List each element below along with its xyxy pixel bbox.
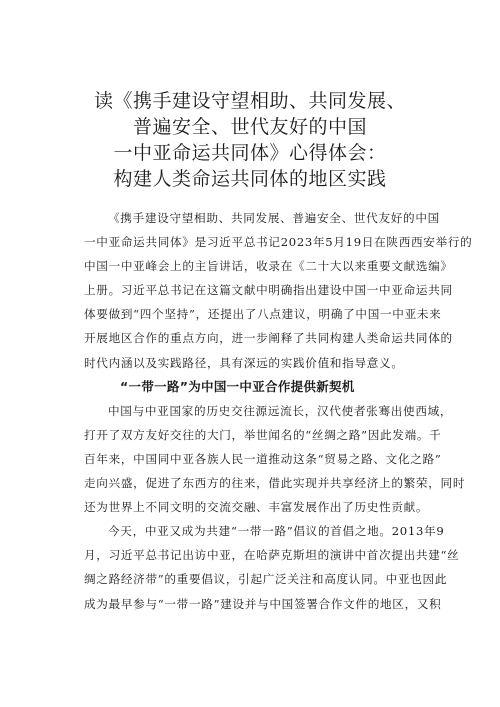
paragraph-line: 体要做到“四个坚持”，还提出了八点建议，明确了中国一中亚未来: [84, 307, 442, 322]
title-line: 普遍安全、世代友好的中国: [132, 116, 367, 138]
document-body: [84, 206, 473, 616]
paragraph-line: 中国与中亚国家的历史交往源远流长，汉代使者张骞出使西域，: [108, 403, 453, 418]
paragraph-line: 时代内涵以及实践路径，具有深远的实践价值和指导意义。: [84, 355, 404, 370]
belt-road-paragraph: [84, 519, 460, 615]
title-line: 一中亚命运共同体》心得体会：: [113, 142, 387, 164]
document-title: [60, 88, 440, 192]
paragraph-line: 百年来，中国同中亚各族人民一道推动这条“贸易之路、文化之路”: [84, 451, 442, 466]
title-line: 读《携手建设守望相助、共同发展、: [93, 90, 406, 112]
title-line: 构建人类命运共同体的地区实践: [113, 168, 387, 190]
section-heading: “一带一路”为中国一中亚合作提供新契机: [120, 378, 355, 394]
paragraph-line: 《携手建设守望相助、共同发展、普遍安全、世代友好的中国: [108, 211, 440, 225]
paragraph-line: 中国一中亚峰会上的主旨讲话，收录在《二十大以来重要文献选编》: [84, 259, 453, 274]
paragraph-line: 还为世界上不同文明的交流交融、丰富发展作出了历史性贡献。: [84, 500, 429, 515]
history-paragraph: [84, 399, 466, 519]
paragraph-line: 开展地区合作的重点方向，进一步阐释了共同构建人类命运共同体的: [84, 331, 453, 346]
paragraph-line: 打开了双方友好交往的大门，举世闻名的“丝绸之路”因此发端。千: [84, 427, 442, 442]
intro-paragraph: [84, 206, 473, 375]
paragraph-line: 上册。习近平总书记在这篇文献中明确指出建设中国一中亚命运共同: [84, 283, 453, 298]
paragraph-line: 月，习近平总书记出访中亚，在哈萨克斯坦的演讲中首次提出共建“丝: [84, 548, 460, 563]
paragraph-line: 绸之路经济带”的重要倡议，引起广泛关注和高度认同。中亚也因此: [84, 572, 448, 587]
paragraph-line: 一中亚命运共同体》是习近平总书记2023年5月19日在陕西西安举行的: [84, 235, 473, 250]
paragraph-line: 成为最早参与“一带一路”建设并与中国签署合作文件的地区，又积: [84, 596, 442, 611]
paragraph-line: 走向兴盛，促进了东西方的往来，借此实现并共享经济上的繁荣，同时: [84, 476, 466, 491]
paragraph-line: 今天，中亚又成为共建“一带一路”倡议的首倡之地。2013年9: [108, 524, 445, 539]
